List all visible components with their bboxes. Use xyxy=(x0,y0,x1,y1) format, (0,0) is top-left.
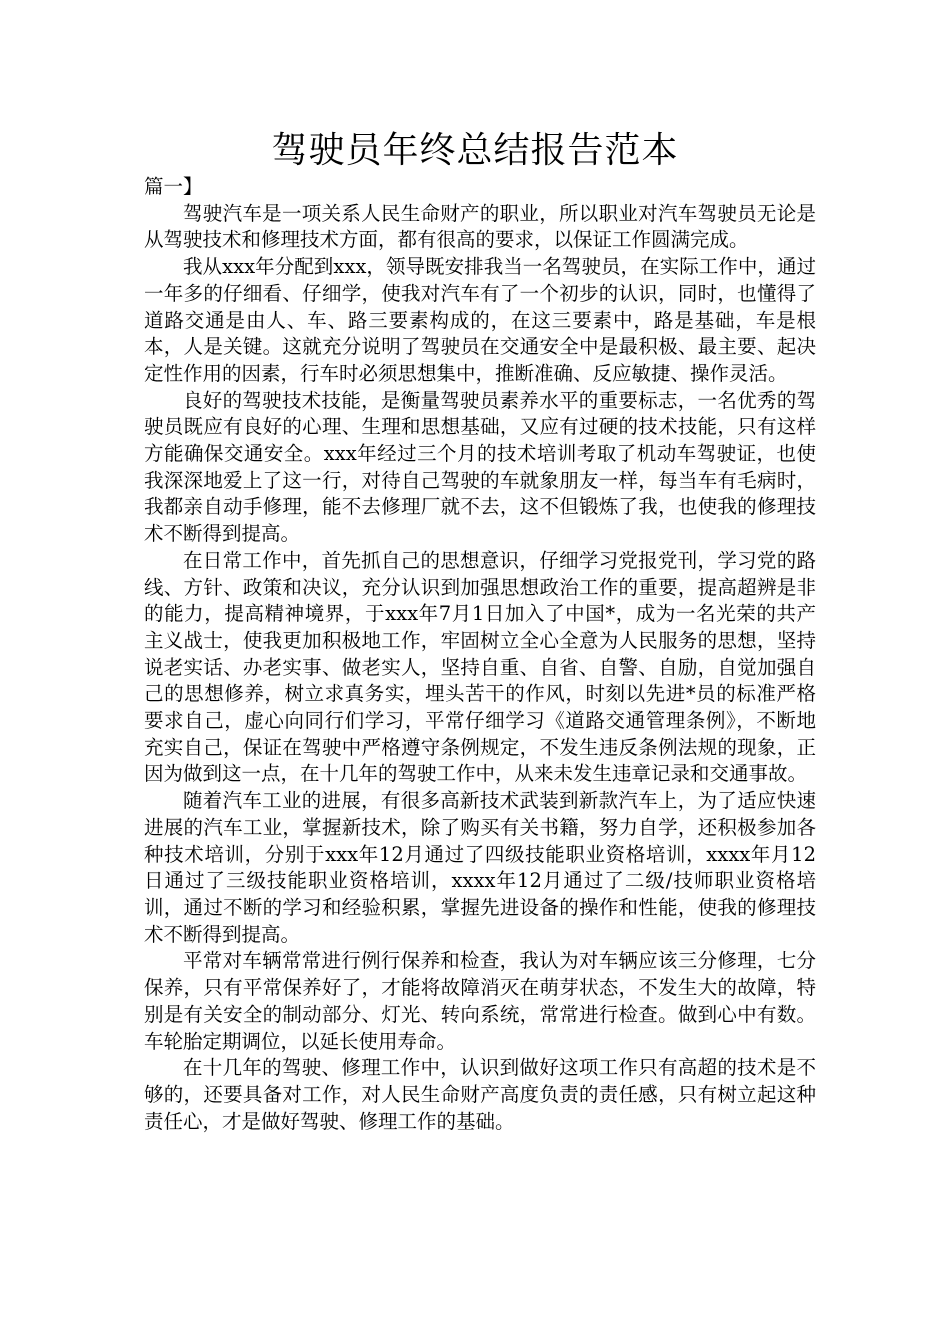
paragraph-4: 在日常工作中，首先抓自己的思想意识，仔细学习党报党刊，学习党的路线、方针、政策和决议，充分认识到加强思想政治工作的重要，提高超辨是非的能力，提高精神境界，于xxx年7月1日加入了中国*，成为一名光荣的共产主义战士，使我更加积极地工作，牢固树立全心全意为人民服务的思想，坚持说老实话、办老实事、做老实人，坚持自重、自省、自警、自励，自觉加强自己的思想修养，树立求真务实，埋头苦干的作风，时刻以先进*员的标准严格要求自己，虚心向同行们学习，平常仔细学习《道路交通管理条例》，不断地充实自己，保证在驾驶中严格遵守条例规定，不发生违反条例法规的现象，正因为做到这一点，在十几年的驾驶工作中，从来未发生违章记录和交通事故。 xyxy=(144,548,816,786)
document-body xyxy=(144,174,816,1135)
paragraph-6: 平常对车辆常常进行例行保养和检查，我认为对车辆应该三分修理，七分保养，只有平常保养好了，才能将故障消灭在萌芽状态，不发生大的故障，特别是有关安全的制动部分、灯光、转向系统，常常进行检查。做到心中有数。车轮胎定期调位，以延长使用寿命。 xyxy=(144,949,816,1053)
paragraph-2: 我从xxx年分配到xxx，领导既安排我当一名驾驶员，在实际工作中，通过一年多的仔细看、仔细学，使我对汽车有了一个初步的认识，同时，也懂得了道路交通是由人、车、路三要素构成的，在这三要素中，路是基础，车是根本，人是关键。这就充分说明了驾驶员在交通安全中是最积极、最主要、起决定性作用的因素，行车时必须思想集中，推断准确、反应敏捷、操作灵活。 xyxy=(144,255,816,385)
paragraph-1: 驾驶汽车是一项关系人民生命财产的职业，所以职业对汽车驾驶员无论是从驾驶技术和修理技术方面，都有很高的要求，以保证工作圆满完成。 xyxy=(144,201,816,252)
paragraph-7: 在十几年的驾驶、修理工作中，认识到做好这项工作只有高超的技术是不够的，还要具备对工作，对人民生命财产高度负责的责任感，只有树立起这种责任心，才是做好驾驶、修理工作的基础。 xyxy=(144,1056,816,1133)
paragraph-3: 良好的驾驶技术技能，是衡量驾驶员素养水平的重要标志，一名优秀的驾驶员既应有良好的心理、生理和思想基础，又应有过硬的技术技能，只有这样方能确保交通安全。xxx年经过三个月的技术培训考取了机动车驾驶证，也使我深深地爱上了这一行，对待自己驾驶的车就象朋友一样，每当车有毛病时，我都亲自动手修理，能不去修理厂就不去，这不但锻炼了我，也使我的修理技术不断得到提高。 xyxy=(144,388,816,546)
paragraph-5: 随着汽车工业的进展，有很多高新技术武装到新款汽车上，为了适应快速进展的汽车工业，掌握新技术，除了购买有关书籍，努力自学，还积极参加各种技术培训，分别于xxx年12月通过了四级技能职业资格培训，xxxx年月12日通过了三级技能职业资格培训，xxxx年12月通过了二级/技师职业资格培训，通过不断的学习和经验积累，掌握先进设备的操作和性能，使我的修理技术不断得到提高。 xyxy=(144,789,816,946)
document-title: 驾驶员年终总结报告范本 xyxy=(271,130,679,171)
section-label: 篇一】 xyxy=(144,175,203,198)
